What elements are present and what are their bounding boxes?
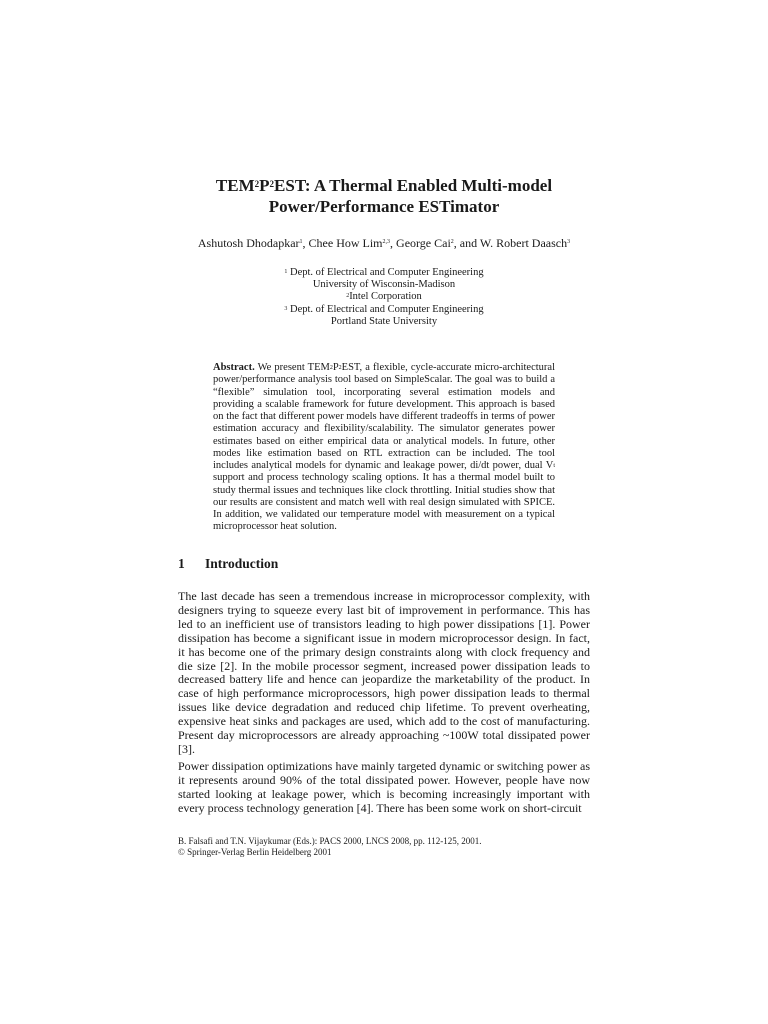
affiliation-line: $^3$ Dept. of Electrical and Computer Engineering [284, 303, 484, 315]
author-name: George Cai [396, 236, 451, 250]
section-title: Introduction [205, 556, 279, 571]
affiliations [230, 267, 538, 328]
title-line-1: $TEM^2P^2EST$: A Thermal Enabled Multi-model [215, 176, 553, 195]
body-paragraph: The last decade has seen a tremendous increase in microprocessor complexity, with designers trying to squeeze every last bit of improvement in performance. This has led to an inefficient use of transistors leading to high power dissipations [1]. Power dissipation has become a significant issue in modern microprocessor design. In fact, it has become one of the primary design constraints along with clock frequency and die size [2]. In the mobile processor segment, increased power dissipation leads to decreased battery life and hence can jeopardize the marketability of the product. In case of high performance microprocessors, high power dissipation leads to thermal issues like device degradation and reduced chip lifetime. To prevent overheating, expensive heat sinks and packages are used, which add to the cost of manufacturing. Present day microprocessors are already approaching ~100W total dissipated power [3]. [178, 589, 590, 756]
abstract-label: Abstract. [213, 362, 255, 373]
copyright-line: © Springer-Verlag Berlin Heidelberg 2001 [178, 847, 332, 857]
publication-footer [178, 836, 482, 858]
affiliation-line: $^2$Intel Corporation [346, 291, 422, 303]
abstract: Abstract. We present $TEM^2P^2EST$, a flexible, cycle-accurate micro-architectural power/performance analysis tool based on SimpleScalar. The goal was to build a “flexible” simulation tool, incorporating several estimation models and providing a scalable framework for future development. This approach is based on the fact that different power models have different tradeoffs in terms of power estimation accuracy and flexibility/scalability. The simulator generates power estimates based on either empirical data or analytical models. In future, other modes like estimation based on RTL extraction can be included. The tool includes analytical models for dynamic and leakage power, di/dt power, dual Vt support and process technology scaling options. It has a thermal model built to study thermal issues and techniques like clock throttling. Initial studies show that our results are consistent and match well with real design simulated with SPICE. In addition, we validated our temperature model with measurement on a typical microprocessor heat solution. [213, 362, 555, 533]
author-affil-mark: 2,3 [382, 239, 391, 245]
affiliation-line: $^1$ Dept. of Electrical and Computer Engineering [284, 267, 484, 278]
author-affil-mark: 1 [299, 239, 303, 245]
affiliation-line: Portland State University [330, 315, 438, 327]
author-name: Chee How Lim [308, 236, 383, 250]
author-affil-mark: 3 [567, 239, 571, 245]
section-heading [178, 556, 278, 572]
author-name: Ashutosh Dhodapkar [197, 236, 300, 250]
author-affil-mark: 2 [450, 239, 454, 245]
citation-line: B. Falsafi and T.N. Vijaykumar (Eds.): PACS 2000, LNCS 2008, pp. 112-125, 2001. [178, 836, 482, 846]
affiliation-line: University of Wisconsin-Madison [312, 279, 456, 291]
body-paragraph: Power dissipation optimizations have mainly targeted dynamic or switching power as it represents around 90% of the total dissipated power. However, people have now started looking at leakage power, which is becoming increasingly important with every process technology generation [4]. There has been some work on short-circuit [178, 759, 590, 815]
section-number: 1 [178, 556, 185, 571]
author-name: W. Robert Daasch [479, 236, 568, 250]
author-list: Ashutosh Dhodapkar$^1$, Chee How Lim$^{2,3}$, George Cai$^2$, and W. Robert Daasch$^3$ [197, 236, 571, 250]
paper-title [170, 175, 598, 217]
title-line-2: Power/Performance ESTimator [268, 197, 500, 216]
